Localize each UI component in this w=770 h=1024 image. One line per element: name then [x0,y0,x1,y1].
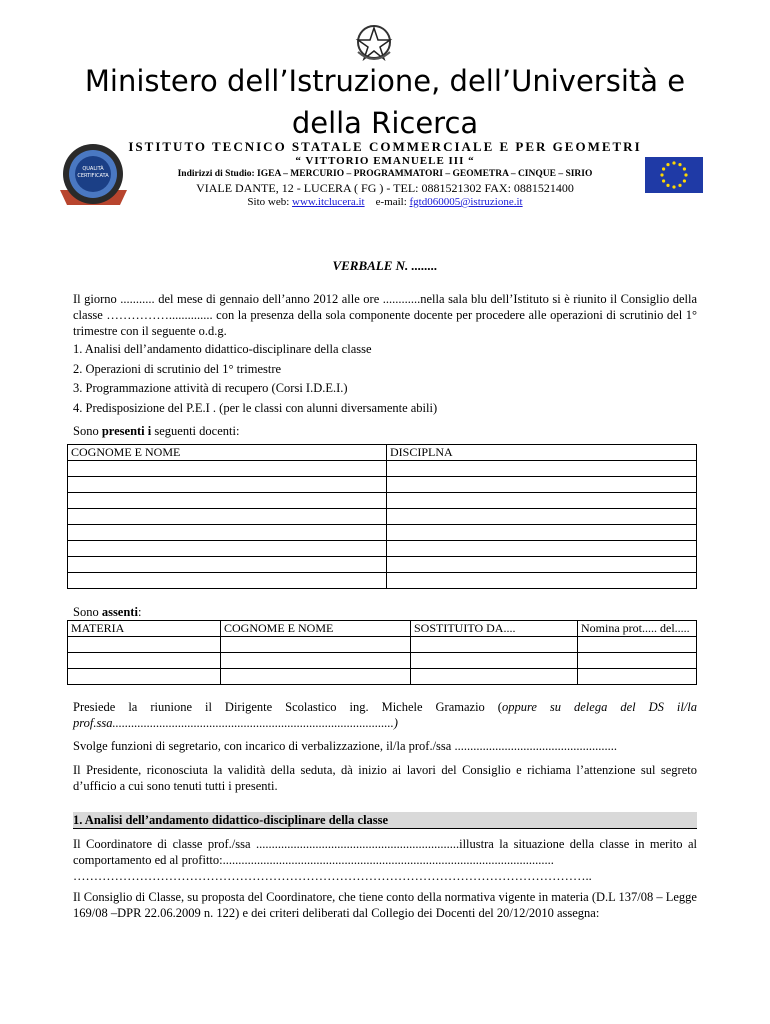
table-header-row [68,445,697,461]
table-row [68,637,697,653]
coordinator-paragraph: Il Coordinatore di classe prof./ssa .................................................................illustra la situazione della classe in merito al comportamento ed al profitto:.......................................................................................................... [73,837,697,867]
email-link[interactable]: fgtd060005@istruzione.it [409,196,523,208]
agenda-item: 1. Analisi dell’andamento didattico-disciplinare della classe [73,342,372,356]
dotted-line: …………………………………………………………………………………………………………….. [73,869,592,883]
secretary-paragraph: Svolge funzioni di segretario, con incarico di verbalizzazione, il/la prof./ssa .................................................... [73,739,617,753]
table-row [68,669,697,685]
section-1-heading: 1. Analisi dell’andamento didattico-disciplinare della classe [73,812,697,829]
column-header: DISCIPLNA [387,445,697,461]
absent-heading: Sono assenti: [73,605,142,619]
table-row [68,509,697,525]
table-row [68,477,697,493]
column-header: COGNOME E NOME [68,445,387,461]
column-header: COGNOME E NOME [221,621,411,637]
document-title: VERBALE N. ........ [332,258,438,273]
ministry-title: Ministero dell’Istruzione, dell’Università e della Ricerca [84,64,686,140]
table-row [68,493,697,509]
presiede-paragraph: Presiede la riunione il Dirigente Scolastico ing. Michele Gramazio (oppure su delega del DS il/la prof.ssa..........................................................................................) [73,700,697,730]
column-header: Nomina prot..... del..... [578,621,697,637]
table-row [68,557,697,573]
website-label: Sito web: [247,196,290,208]
contacts [0,196,770,208]
svg-text:CERTIFICATA: CERTIFICATA [77,173,109,179]
table-row [68,541,697,557]
council-paragraph: Il Consiglio di Classe, su proposta del Coordinatore, che tiene conto della normativa vigente in materia (D.L 137/08 – Legge 169/08 –DPR 22.06.2009 n. 122) e dei criteri deliberati dal Collegio dei Docenti del 20/12/2010 assegna: [73,890,697,920]
president-paragraph: Il Presidente, riconosciuta la validità della seduta, dà inizio ai lavori del Consiglio e richiama l’attenzione sul segreto d’ufficio a cui sono tenuti tutti i presenti. [73,763,697,793]
address: VIALE DANTE, 12 - LUCERA ( FG ) - TEL: 0881521302 FAX: 0881521400 [196,181,574,195]
italian-republic-emblem-icon [352,22,396,64]
agenda-item: 3. Programmazione attività di recupero (Corsi I.D.E.I.) [73,381,348,395]
institute-title: “ VITTORIO EMANUELE III “ [295,155,475,167]
table-header-row [68,621,697,637]
svg-text:QUALITÀ: QUALITÀ [82,166,104,172]
column-header: MATERIA [68,621,221,637]
table-row [68,461,697,477]
website-link[interactable]: www.itclucera.it [292,196,365,208]
agenda-item: 4. Predisposizione del P.E.I . (per le classi con alunni diversamente abili) [73,401,438,415]
institute-name: ISTITUTO TECNICO STATALE COMMERCIALE E PER GEOMETRI [128,139,642,154]
table-row [68,573,697,589]
intro-paragraph: Il giorno ........... del mese di gennaio dell’anno 2012 alle ore ............nella sala blu dell’Istituto si è riunito il Consiglio della classe …………….............. con la presenza della sola componente docente per procedere alle operazioni di scrutinio del 1° trimestre con il seguente o.d.g. [73,292,697,338]
table-row [68,525,697,541]
table-row [68,653,697,669]
study-tracks: Indirizzi di Studio: IGEA – MERCURIO – PROGRAMMATORI – GEOMETRA – CINQUE – SIRIO [177,169,593,179]
agenda-item: 2. Operazioni di scrutinio del 1° trimestre [73,362,282,376]
absent-teachers-table [67,620,697,685]
present-heading: Sono presenti i seguenti docenti: [73,424,240,438]
column-header: SOSTITUITO DA.... [411,621,578,637]
email-label: e-mail: [375,196,407,208]
present-teachers-table [67,444,697,589]
